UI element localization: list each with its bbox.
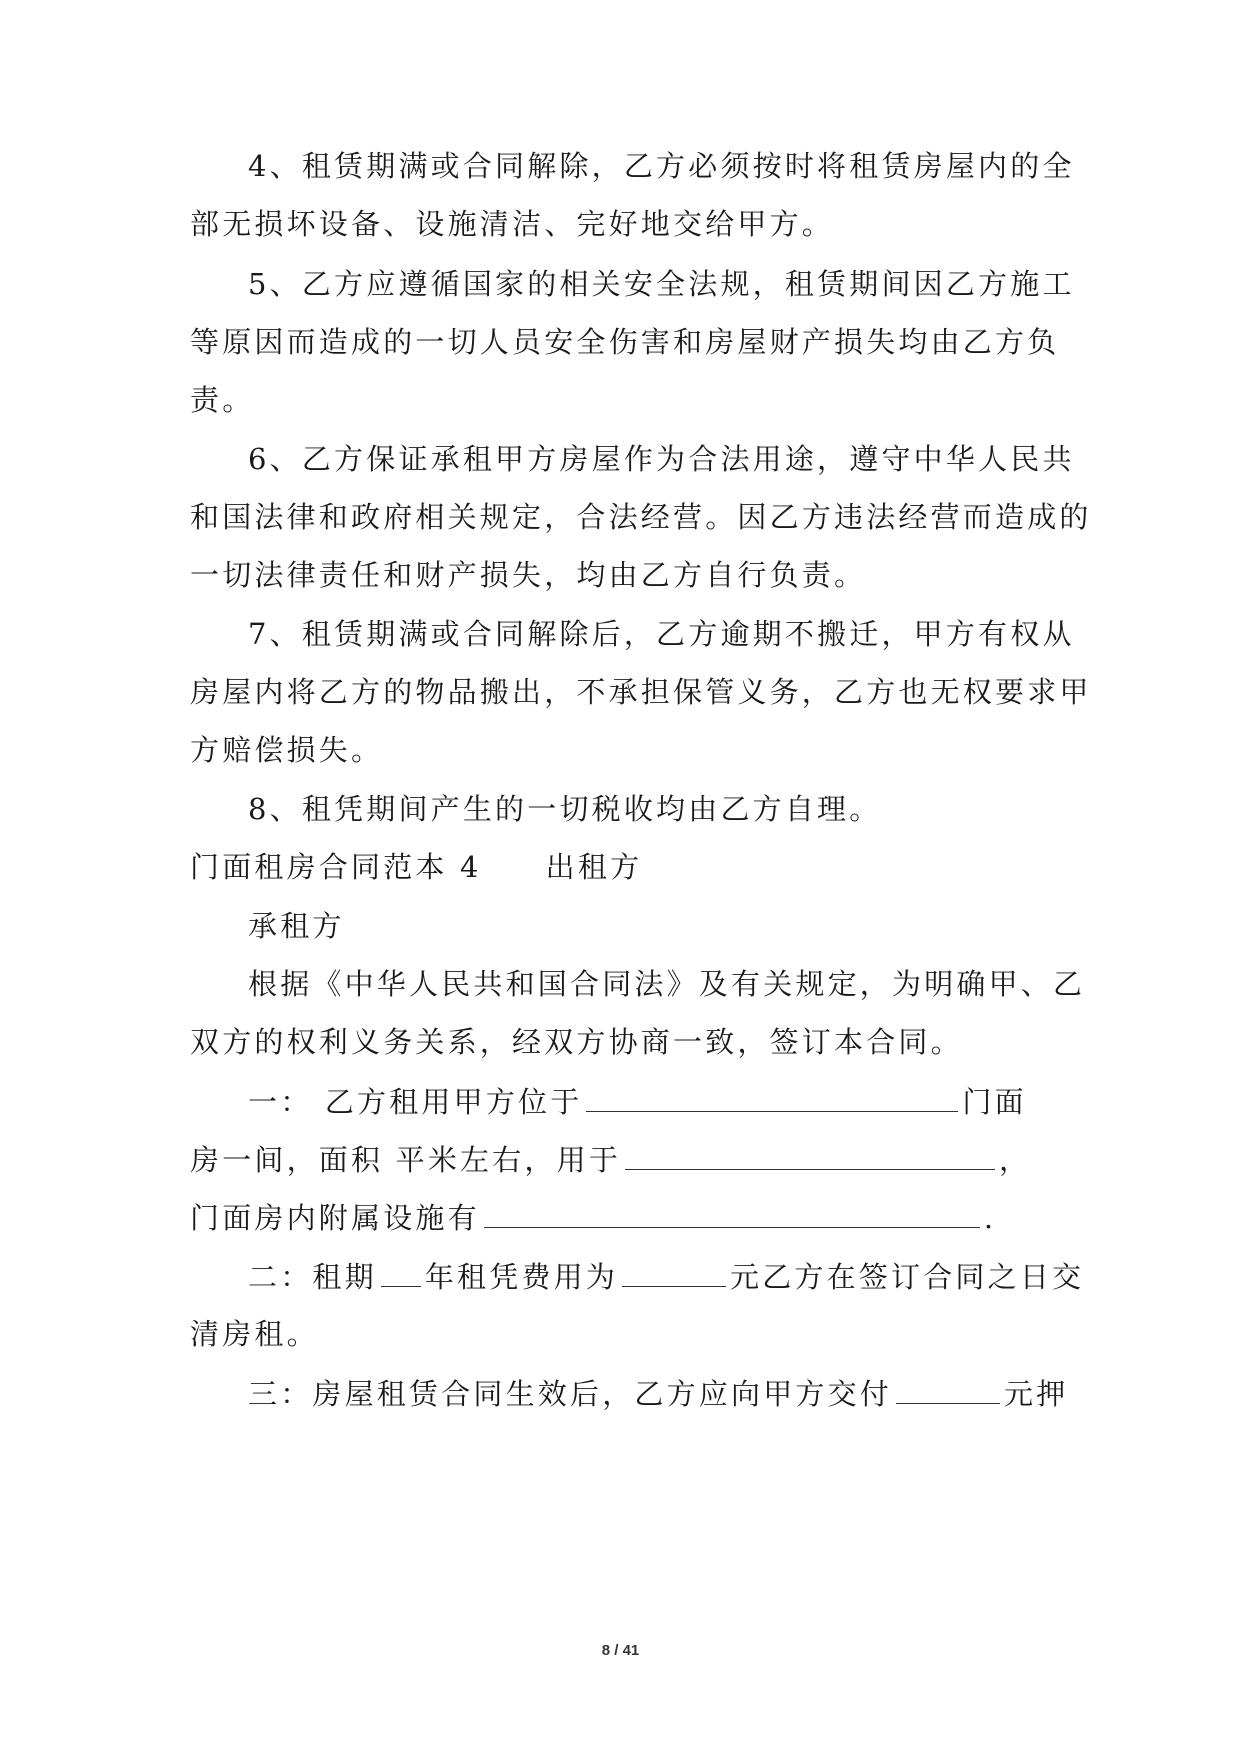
facilities-period: .: [983, 1201, 997, 1235]
clause-two-payment-text: 元乙方在签订合同之日交: [730, 1260, 1085, 1294]
clause-5-line-1: 5、乙方应遵循国家的相关安全法规，租赁期间因乙方施工: [248, 267, 1075, 301]
section-title: 门面租房合同范本 4: [190, 850, 482, 884]
facilities-blank[interactable]: [484, 1197, 980, 1228]
clause-one-line-1: [248, 1081, 1027, 1122]
facilities-text: 门面房内附属设施有: [190, 1201, 480, 1235]
intro-line-1: 根据《中华人民共和国合同法》及有关规定，为明确甲、乙: [248, 967, 1086, 1001]
years-blank[interactable]: [381, 1256, 421, 1287]
location-blank[interactable]: [586, 1081, 958, 1112]
clause-two-term-text: 二：租期: [248, 1260, 377, 1294]
page-number: 8 / 41: [601, 1642, 640, 1659]
clause-4-line-2: 部无损坏设备、设施清洁、完好地交给甲方。: [190, 207, 835, 241]
usage-blank[interactable]: [625, 1139, 995, 1170]
deposit-blank[interactable]: [896, 1373, 1000, 1404]
clause-one-line-3: [190, 1197, 996, 1238]
lessor-label: 出租方: [545, 850, 643, 884]
clause-4-line-1: 4、租赁期满或合同解除，乙方必须按时将租赁房屋内的全: [248, 149, 1075, 183]
clause-6-line-1: 6、乙方保证承租甲方房屋作为合法用途，遵守中华人民共: [248, 442, 1075, 476]
clause-two-fee-text: 年租凭费用为: [424, 1260, 619, 1294]
clause-one-text-end: 门面: [962, 1085, 1027, 1119]
clause-two-line-2: 清房租。: [190, 1317, 319, 1351]
lessee-label: 承租方: [248, 909, 345, 943]
clause-6-line-3: 一切法律责任和财产损失，均由乙方自行负责。: [190, 558, 867, 592]
clause-one-comma: ，: [999, 1143, 1032, 1177]
clause-one-text: 一： 乙方租用甲方位于: [248, 1085, 583, 1119]
clause-6-line-2: 和国法律和政府相关规定，合法经营。因乙方违法经营而造成的: [190, 500, 1092, 534]
clause-5-line-2: 等原因而造成的一切人员安全伤害和房屋财产损失均由乙方负: [190, 325, 1060, 359]
section-heading: [190, 847, 642, 887]
intro-line-2: 双方的权利义务关系，经双方协商一致，签订本合同。: [190, 1025, 963, 1059]
clause-5-line-3: 责。: [190, 383, 255, 417]
rent-amount-blank[interactable]: [622, 1256, 726, 1287]
clause-one-area-text: 房一间，面积 平米左右，用于: [190, 1143, 622, 1177]
clause-7-line-3: 方赔偿损失。: [190, 733, 384, 767]
clause-three-text-end: 元押: [1004, 1377, 1069, 1411]
clause-7-line-1: 7、租赁期满或合同解除后，乙方逾期不搬迁，甲方有权从: [248, 617, 1075, 651]
clause-7-line-2: 房屋内将乙方的物品搬出，不承担保管义务，乙方也无权要求甲: [190, 675, 1092, 709]
clause-two-line-1: [248, 1256, 1084, 1297]
clause-one-line-2: [190, 1139, 1031, 1180]
clause-three-text: 三：房屋租赁合同生效后，乙方应向甲方交付: [248, 1377, 893, 1411]
clause-three-line-1: [248, 1373, 1068, 1414]
clause-8-line-1: 8、租凭期间产生的一切税收均由乙方自理。: [248, 792, 882, 826]
